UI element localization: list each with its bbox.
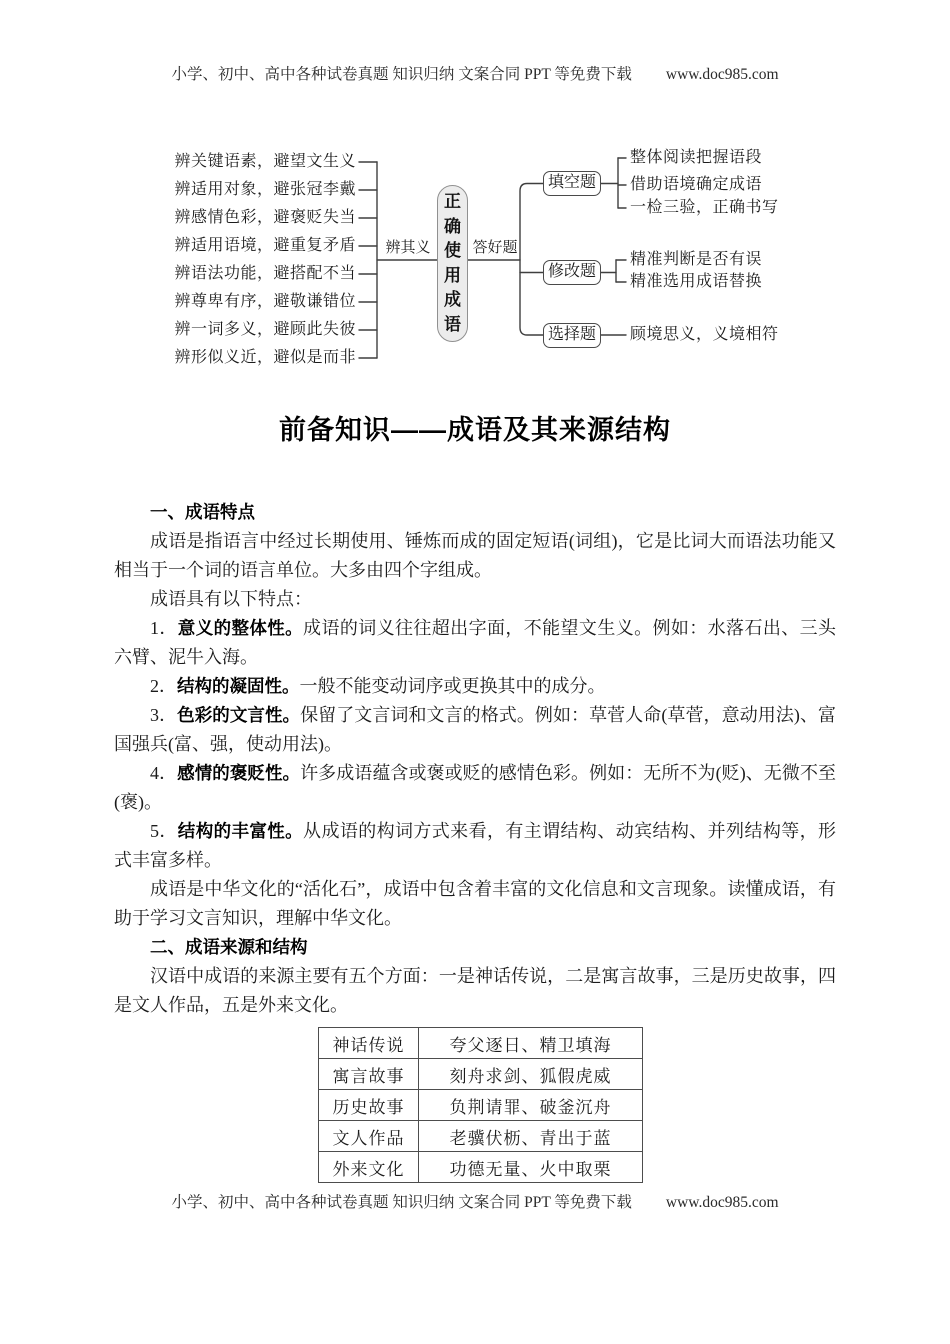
- examples-cell: 负荆请罪、破釜沉舟: [419, 1090, 643, 1121]
- source-cell: 外来文化: [319, 1152, 419, 1183]
- diagram-left-item: 辨一词多义，避顾此失彼: [174, 321, 356, 338]
- feature-name: 结构的凝固性。: [177, 676, 300, 696]
- source-cell: 文人作品: [319, 1121, 419, 1152]
- diagram-left-item: 辨尊卑有序，避敬谦错位: [174, 293, 356, 310]
- feature-desc: 从成语的构词方式来看，有主谓结构、动宾结构、并列结构等，形式丰富多样。: [114, 821, 837, 870]
- diagram-left-item: 辨形似义近，避似是而非: [174, 349, 356, 366]
- diagram-box-fill-in: 填空题: [543, 171, 601, 196]
- feature-number: 2．: [150, 676, 177, 696]
- source-cell: 历史故事: [319, 1090, 419, 1121]
- page-title: 前备知识——成语及其来源结构: [279, 415, 671, 445]
- header-url: www.doc985.com: [665, 66, 779, 83]
- feature-name: 感情的褒贬性。: [177, 763, 301, 783]
- feature-number: 3．: [150, 705, 178, 725]
- source-cell: 寓言故事: [319, 1059, 419, 1090]
- diagram-leaf: 借助语境确定成语: [630, 176, 763, 193]
- diagram-left-item: 辨感情色彩，避褒贬失当: [174, 209, 356, 226]
- footer-text: 小学、初中、高中各种试卷真题 知识归纳 文案合同 PPT 等免费下载: [171, 1194, 632, 1211]
- table-row: [319, 1028, 643, 1059]
- feature-name: 色彩的文言性。: [177, 705, 301, 725]
- feature-name: 意义的整体性。: [177, 618, 304, 638]
- diagram-leaf: 精准判断是否有误: [630, 251, 763, 268]
- diagram-box-choice: 选择题: [543, 323, 601, 348]
- diagram-leaf: 一检三验，正确书写: [630, 199, 779, 216]
- feature-desc: 一般不能变动词序或更换其中的成分。: [299, 676, 606, 696]
- footer-url: www.doc985.com: [665, 1194, 779, 1211]
- examples-cell: 刻舟求剑、狐假虎威: [419, 1059, 643, 1090]
- body-text: [114, 498, 836, 1020]
- feature-desc: 保留了文言词和文言的格式。例如：草菅人命(草菅，意动用法)、富国强兵(富、强，使动用法)。: [114, 705, 837, 754]
- feature-name: 结构的丰富性。: [177, 821, 304, 841]
- diagram-branch-label-left: 辨其义: [385, 240, 431, 256]
- feature-item: [114, 614, 836, 672]
- feature-item: [114, 672, 836, 701]
- feature-desc: 许多成语蕴含或褒或贬的感情色彩。例如：无所不为(贬)、无微不至(褒)。: [114, 763, 837, 812]
- table-row: [319, 1090, 643, 1121]
- diagram-left-item: 辨适用语境，避重复矛盾: [174, 237, 356, 254]
- diagram-box-revise: 修改题: [543, 260, 601, 285]
- feature-item: [114, 817, 836, 875]
- diagram-branch-label-right: 答好题: [472, 240, 518, 256]
- idiom-source-table: [318, 1027, 643, 1183]
- paragraph: 成语是指语言中经过长期使用、锤炼而成的固定短语(词组)，它是比词大而语法功能又相当于一个词的语言单位。大多由四个字组成。: [114, 531, 836, 580]
- header-text: 小学、初中、高中各种试卷真题 知识归纳 文案合同 PPT 等免费下载: [171, 66, 632, 83]
- diagram-leaf: 顾境思义，义境相符: [630, 326, 779, 343]
- table-row: [319, 1152, 643, 1183]
- diagram-leaf: 整体阅读把握语段: [630, 149, 763, 166]
- page-header: [0, 62, 950, 84]
- diagram-center-label: 正确使用成语: [444, 192, 461, 334]
- diagram-left-item: 辨语法功能，避搭配不当: [174, 265, 356, 282]
- feature-item: [114, 759, 836, 817]
- page-footer: [0, 1190, 950, 1212]
- feature-number: 5．: [150, 821, 178, 841]
- diagram-left-item: 辨适用对象，避张冠李戴: [174, 181, 356, 198]
- paragraph: 成语具有以下特点：: [150, 589, 312, 609]
- feature-item: [114, 701, 836, 759]
- paragraph: 汉语中成语的来源主要有五个方面：一是神话传说，二是寓言故事，三是历史故事，四是文人作品，五是外来文化。: [114, 966, 836, 1015]
- examples-cell: 老骥伏枥、青出于蓝: [419, 1121, 643, 1152]
- source-cell: 神话传说: [319, 1028, 419, 1059]
- diagram-leaf: 精准选用成语替换: [630, 273, 763, 290]
- examples-cell: 功德无量、火中取栗: [419, 1152, 643, 1183]
- section-heading: 二、成语来源和结构: [150, 937, 308, 957]
- section-heading: 一、成语特点: [150, 502, 255, 522]
- table-row: [319, 1059, 643, 1090]
- diagram-center-node: [437, 185, 468, 342]
- feature-number: 1．: [150, 618, 178, 638]
- paragraph: 成语是中华文化的“活化石”，成语中包含着丰富的文化信息和文言现象。读懂成语，有助于学习文言知识，理解中华文化。: [114, 879, 836, 928]
- idiom-mindmap-diagram: [0, 140, 950, 402]
- diagram-left-item: 辨关键语素，避望文生义: [174, 153, 356, 170]
- feature-desc: 成语的词义往往超出字面，不能望文生义。例如：水落石出、三头六臂、泥牛入海。: [114, 618, 837, 667]
- table-row: [319, 1121, 643, 1152]
- feature-number: 4．: [150, 763, 178, 783]
- examples-cell: 夸父逐日、精卫填海: [419, 1028, 643, 1059]
